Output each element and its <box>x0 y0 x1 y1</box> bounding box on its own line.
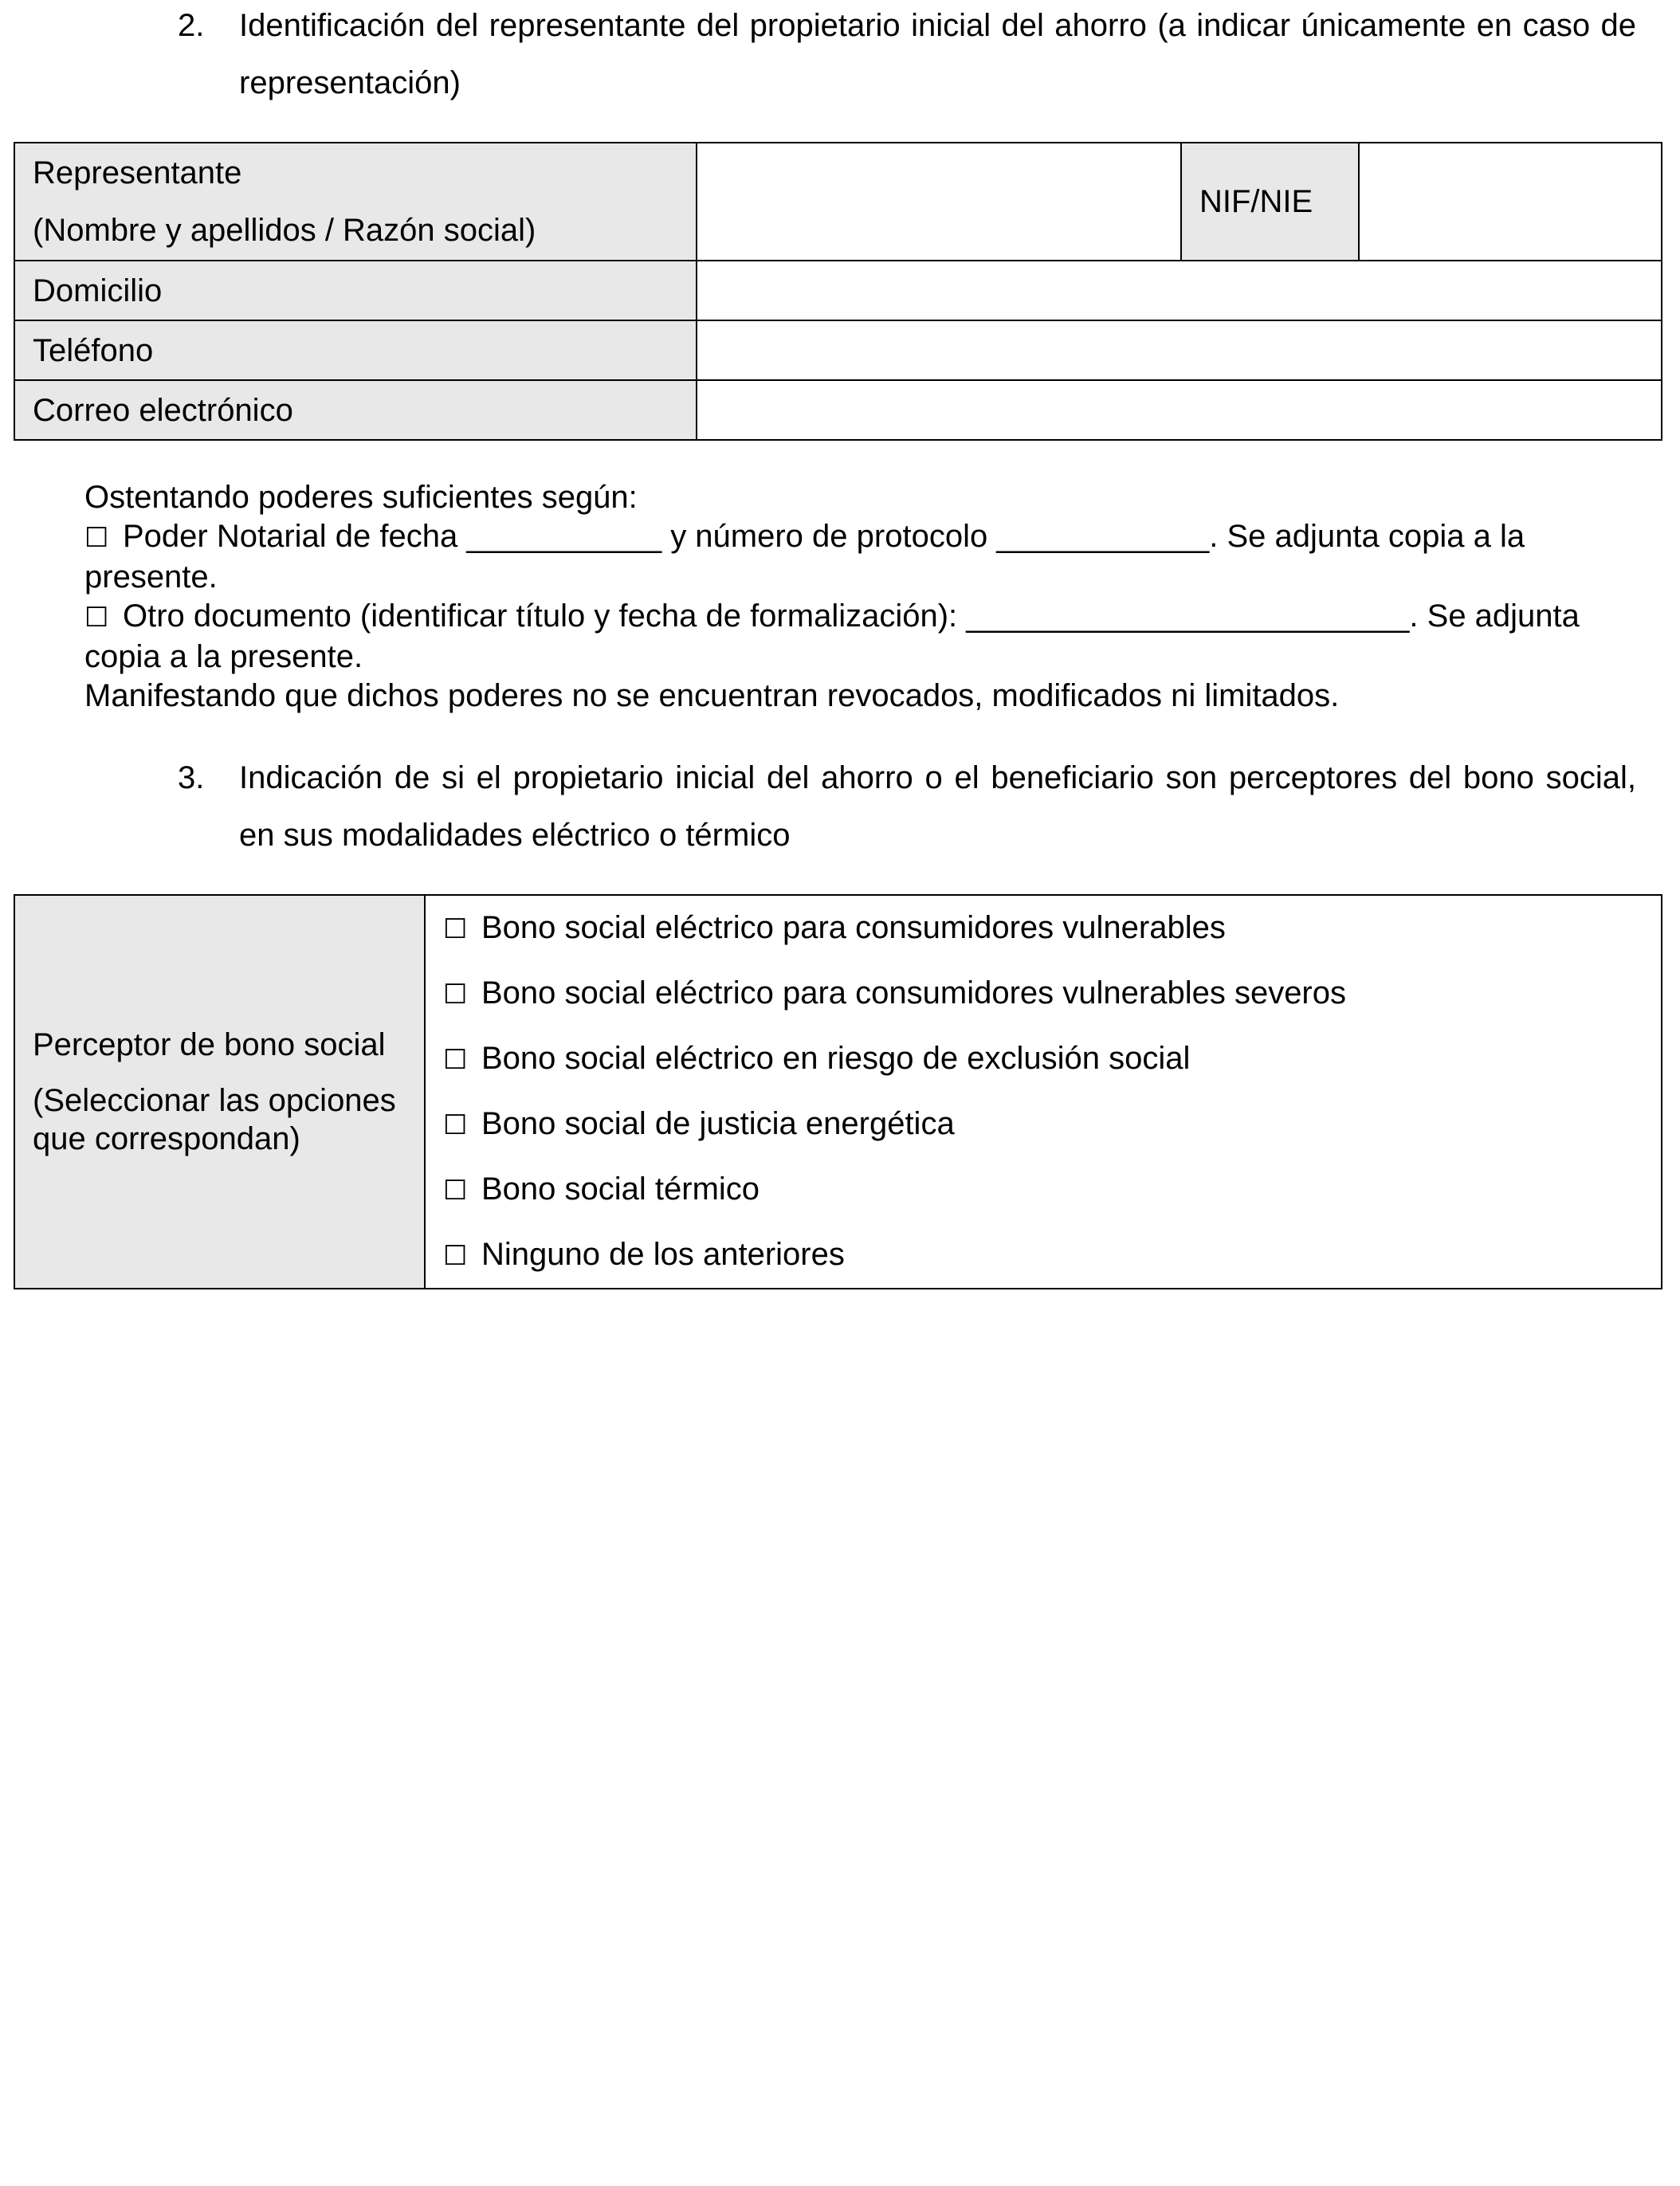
checkbox-icon[interactable]: ☐ <box>443 913 468 945</box>
poder-notarial-option[interactable] <box>84 517 1599 597</box>
bono-option-label: Bono social térmico <box>481 1171 760 1207</box>
section-2-number: 2. <box>178 8 205 43</box>
representante-label <box>14 143 697 261</box>
powers-manifest: Manifestando que dichos poderes no se encuentran revocados, modificados ni limitados. <box>84 678 1340 713</box>
otro-documento-text: Otro documento (identificar título y fecha de formalización): _________________________. Se adjunta copia a la presente. <box>84 599 1580 674</box>
correo-label: Correo electrónico <box>14 380 697 440</box>
nif-nie-label: NIF/NIE <box>1181 143 1359 261</box>
domicilio-label: Domicilio <box>14 261 697 320</box>
section-3-text: Indicación de si el propietario inicial del ahorro o el beneficiario son perceptores del bono social, en sus modalidades eléctrico o térmico <box>239 760 1636 853</box>
checkbox-icon[interactable]: ☐ <box>443 1240 468 1272</box>
nif-nie-value[interactable] <box>1359 143 1662 261</box>
telefono-label: Teléfono <box>14 320 697 380</box>
perceptor-label <box>14 895 425 1289</box>
otro-documento-option[interactable] <box>84 597 1599 677</box>
representative-table <box>14 142 1662 441</box>
bono-option-ninguno[interactable] <box>443 1223 1643 1288</box>
representante-value[interactable] <box>697 143 1181 261</box>
representante-label-line1: Representante <box>33 155 242 190</box>
checkbox-icon[interactable]: ☐ <box>443 1044 468 1076</box>
checkbox-icon[interactable]: ☐ <box>443 979 468 1011</box>
bono-option-vulnerables-severos[interactable] <box>443 961 1643 1026</box>
bono-option-termico[interactable] <box>443 1157 1643 1223</box>
bono-option-label: Bono social de justicia energética <box>481 1106 955 1141</box>
perceptor-label-line2: (Seleccionar las opciones que correspondan) <box>33 1083 396 1156</box>
section-3-heading <box>178 749 1636 864</box>
telefono-value[interactable] <box>697 320 1662 380</box>
bono-social-table <box>14 894 1662 1289</box>
bono-option-riesgo-exclusion[interactable] <box>443 1026 1643 1092</box>
section-3-number: 3. <box>178 760 205 795</box>
checkbox-icon[interactable]: ☐ <box>84 522 109 554</box>
powers-intro: Ostentando poderes suficientes según: <box>84 480 638 515</box>
section-2-text: Identificación del representante del propietario inicial del ahorro (a indicar únicamente en caso de representación) <box>239 8 1636 100</box>
bono-option-label: Ninguno de los anteriores <box>481 1237 845 1272</box>
bono-options-cell <box>425 895 1662 1289</box>
section-2-heading <box>178 0 1636 112</box>
checkbox-icon[interactable]: ☐ <box>443 1109 468 1141</box>
bono-option-label: Bono social eléctrico para consumidores vulnerables <box>481 910 1226 945</box>
checkbox-icon[interactable]: ☐ <box>84 602 109 634</box>
powers-paragraph <box>84 478 1599 716</box>
bono-option-justicia-energetica[interactable] <box>443 1092 1643 1157</box>
perceptor-label-line1: Perceptor de bono social <box>33 1027 386 1062</box>
bono-option-label: Bono social eléctrico en riesgo de exclusión social <box>481 1041 1191 1076</box>
representante-label-line2: (Nombre y apellidos / Razón social) <box>33 213 536 248</box>
correo-value[interactable] <box>697 380 1662 440</box>
checkbox-icon[interactable]: ☐ <box>443 1175 468 1207</box>
poder-notarial-text: Poder Notarial de fecha ___________ y número de protocolo ____________. Se adjunta copia a la presente. <box>84 519 1525 595</box>
domicilio-value[interactable] <box>697 261 1662 320</box>
bono-option-vulnerables[interactable] <box>443 896 1643 961</box>
bono-option-label: Bono social eléctrico para consumidores vulnerables severos <box>481 975 1346 1011</box>
